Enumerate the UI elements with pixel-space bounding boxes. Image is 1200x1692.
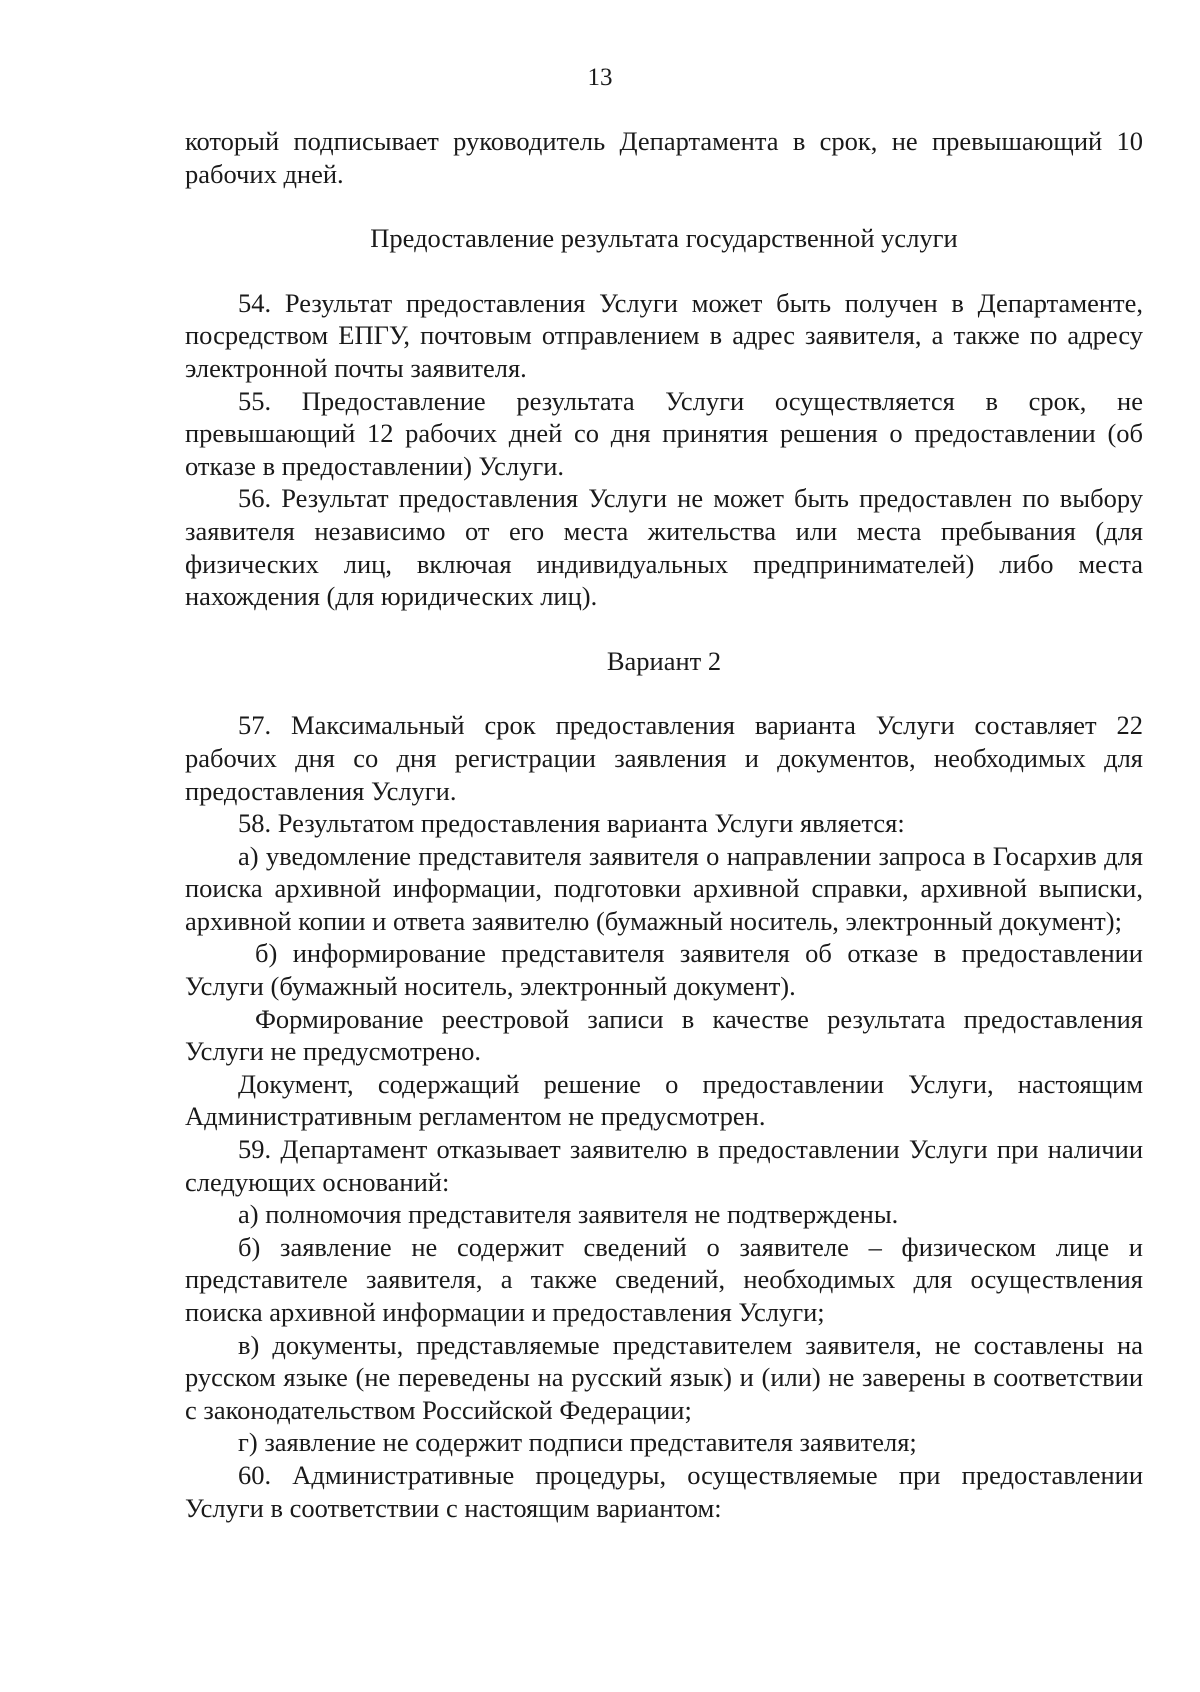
- paragraph-58: 58. Результатом предоставления варианта Услуги является:: [238, 808, 905, 839]
- document-body: [185, 125, 1143, 1524]
- paragraph-59-v: в) документы, представляемые представителем заявителя, не составлены на русском языке (не переведены на русский язык) и (или) не заверены в соответствии с законодательством Российской Федерации;: [185, 1329, 1143, 1425]
- section-heading-variant: Вариант 2: [606, 645, 722, 676]
- page-number: 13: [587, 64, 613, 91]
- paragraph-59-g: г) заявление не содержит подписи представителя заявителя;: [238, 1427, 917, 1458]
- paragraph-60: 60. Административные процедуры, осуществляемые при предоставлении Услуги в соответствии с настоящим вариантом:: [185, 1459, 1143, 1523]
- paragraph-59-b: б) заявление не содержит сведений о заявителе – физическом лице и представителе заявителя, а также сведений, необходимых для осуществления поиска архивной информации и предоставления Услуги;: [185, 1231, 1143, 1327]
- paragraph-55: 55. Предоставление результата Услуги осуществляется в срок, не превышающий 12 рабочих дней со дня принятия решения о предоставлении (об отказе в предоставлении) Услуги.: [185, 385, 1143, 481]
- paragraph-continuation: который подписывает руководитель Департамента в срок, не превышающий 10 рабочих дней.: [185, 126, 1143, 189]
- section-heading-result: Предоставление результата государственной услуги: [370, 223, 958, 254]
- paragraph-58-d: Документ, содержащий решение о предоставлении Услуги, настоящим Административным регламентом не предусмотрен.: [185, 1068, 1143, 1132]
- paragraph-58-a: а) уведомление представителя заявителя о направлении запроса в Госархив для поиска архивной информации, подготовки архивной справки, архивной выписки, архивной копии и ответа заявителю (бумажный носитель, электронный документ);: [185, 840, 1143, 936]
- paragraph-58-c: Формирование реестровой записи в качестве результата предоставления Услуги не предусмотрено.: [185, 1003, 1143, 1067]
- paragraph-58-b: б) информирование представителя заявителя об отказе в предоставлении Услуги (бумажный носитель, электронный документ).: [185, 938, 1143, 1002]
- paragraph-59-a: а) полномочия представителя заявителя не подтверждены.: [238, 1199, 899, 1230]
- paragraph-57: 57. Максимальный срок предоставления варианта Услуги составляет 22 рабочих дня со дня регистрации заявления и документов, необходимых для предоставления Услуги.: [185, 710, 1143, 806]
- paragraph-56: 56. Результат предоставления Услуги не может быть предоставлен по выбору заявителя независимо от его места жительства или места пребывания (для физических лиц, включая индивидуальных предпринимателей) либо места нахождения (для юридических лиц).: [185, 483, 1143, 612]
- paragraph-54: 54. Результат предоставления Услуги может быть получен в Департаменте, посредством ЕПГУ, почтовым отправлением в адрес заявителя, а также по адресу электронной почты заявителя.: [185, 287, 1143, 383]
- paragraph-59: 59. Департамент отказывает заявителю в предоставлении Услуги при наличии следующих оснований:: [185, 1134, 1143, 1197]
